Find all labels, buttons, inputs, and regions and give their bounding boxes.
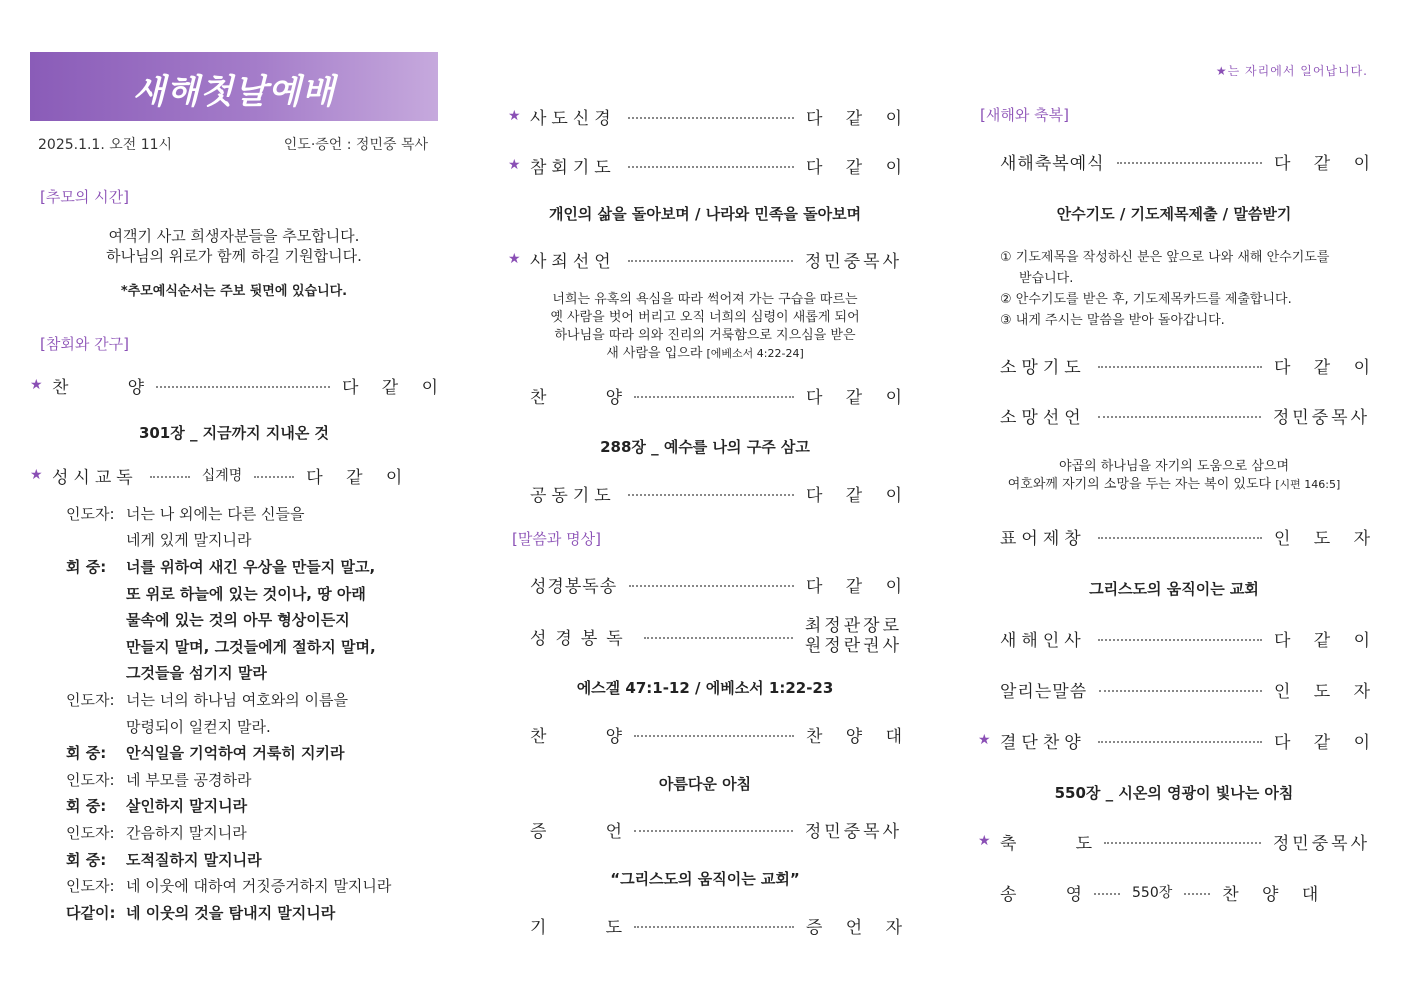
order-creed-name: 사도신경 <box>530 108 616 129</box>
leader-dots <box>634 830 793 832</box>
leader-dots <box>629 585 794 587</box>
leader-dots <box>628 260 793 262</box>
order-decalogue-who: 다 같 이 <box>306 467 403 488</box>
order-greeting-name: 새해인사 <box>1000 630 1086 651</box>
motto-title: 그리스도의 움직이는 교회 <box>1089 580 1259 598</box>
star-icon: ★ <box>508 251 521 267</box>
order-motto-who: 인 도 자 <box>1274 528 1370 549</box>
leader-dots <box>1098 537 1262 539</box>
memorial-line-2: 하나님의 위로가 함께 하길 기원합니다. <box>106 247 362 265</box>
confession-theme: 개인의 삶을 돌아보며 / 나라와 민족을 돌아보며 <box>548 205 862 223</box>
star-icon: ★ <box>978 833 991 849</box>
reading-line: 회 중: 안식일을 기억하여 거룩히 지키라 <box>66 744 345 763</box>
order-scripture-song <box>508 569 902 599</box>
order-confession-name: 참회기도 <box>530 157 616 178</box>
section-blessing: [새해와 축복] <box>980 106 1069 124</box>
leader-dots <box>150 476 190 478</box>
leader-dots <box>634 926 794 928</box>
order-hope-decl <box>978 400 1370 430</box>
order-scripture-name: 성경봉독 <box>530 628 632 649</box>
reading-line: 네게 있게 말지니라 <box>126 531 252 550</box>
order-newyear-rite-name: 새해축복예식 <box>1000 153 1105 174</box>
order-praise-name: 찬 양 <box>530 387 622 408</box>
hope-line: 야곱의 하나님을 자기의 도움으로 삼으며 <box>1058 459 1289 474</box>
order-hymn <box>30 370 438 400</box>
leader-dots <box>1094 893 1120 895</box>
absolution-line: 하나님을 따라 의와 진리의 거룩함으로 지으심을 받은 <box>554 328 856 343</box>
order-doxology-who: 찬 양 대 <box>1222 884 1319 905</box>
hymn-title: 301장 _ 지금까지 지내온 것 <box>138 424 330 442</box>
reading-line: 인도자: 간음하지 말지니라 <box>66 823 247 842</box>
memorial-note: *추모예식순서는 주보 뒷면에 있습니다. <box>120 284 348 299</box>
order-doxology-name: 송 영 <box>1000 884 1082 905</box>
reading-line: 회 중: 살인하지 말지니라 <box>66 797 248 816</box>
commit-title: 550장 _ 시온의 영광이 빛나는 아침 <box>1054 784 1294 802</box>
order-choir <box>508 719 902 749</box>
memorial-line-1: 여객기 사고 희생자분들을 추모합니다. <box>108 227 360 245</box>
order-greeting-who: 다 같 이 <box>1274 630 1370 651</box>
order-common-prayer-name: 공동기도 <box>530 485 616 506</box>
reading-line: 물속에 있는 것의 아무 형상이든지 <box>126 611 350 630</box>
section-memorial: [추모의 시간] <box>40 188 129 206</box>
leader-dots <box>1098 741 1262 743</box>
order-motto <box>978 521 1370 551</box>
order-creed-who: 다 같 이 <box>806 108 902 129</box>
leader-dots <box>634 735 794 737</box>
order-greeting <box>978 623 1370 653</box>
order-hope-prayer-name: 소망기도 <box>1000 357 1086 378</box>
order-creed <box>508 101 902 131</box>
order-hope-prayer-who: 다 같 이 <box>1274 357 1370 378</box>
order-commit-song-name: 결단찬양 <box>1000 732 1086 753</box>
service-leader: 인도·증언 : 정민중 목사 <box>283 137 428 153</box>
order-commit-song <box>978 725 1370 755</box>
star-icon: ★ <box>30 377 43 393</box>
title-banner <box>30 52 438 121</box>
order-scripture-who: 최정관장로 원정란권사 <box>804 616 902 656</box>
choir-title: 아름다운 아침 <box>658 775 752 793</box>
absolution-ref: [에베소서 4:22-24] <box>706 347 804 360</box>
order-newyear-rite-who: 다 같 이 <box>1274 153 1370 174</box>
hope-text <box>978 458 1370 494</box>
hope-ref: [시편 146:5] <box>1275 478 1341 491</box>
order-praise <box>508 380 902 410</box>
leader-dots <box>1117 162 1262 164</box>
reading-line: 망령되이 일컫지 말라. <box>126 717 271 736</box>
reading-line: 인도자: 너는 너의 하나님 여호와의 이름을 <box>66 690 348 709</box>
order-benediction-who: 정민중목사 <box>1272 833 1370 854</box>
order-newyear-rite <box>978 146 1370 176</box>
order-sermon-who: 정민중목사 <box>804 821 902 842</box>
scripture-ref: 에스겔 47:1-12 / 에베소서 1:22-23 <box>576 679 834 697</box>
order-praise-who: 다 같 이 <box>806 387 902 408</box>
rite-steps <box>1000 247 1370 331</box>
order-announce-name: 알리는말씀 <box>1000 681 1088 702</box>
reading-line: 회 중: 도적질하지 말지니라 <box>66 850 262 869</box>
absolution-text <box>508 291 902 363</box>
order-confession-who: 다 같 이 <box>806 157 902 178</box>
reading-line: 인도자: 네 이웃에 대하여 거짓증거하지 말지니라 <box>66 877 392 896</box>
leader-dots <box>1098 366 1262 368</box>
memorial-text <box>30 226 438 266</box>
standing-note: ★는 자리에서 일어납니다. <box>1215 64 1368 78</box>
star-icon: ★ <box>978 732 991 748</box>
section-repentance: [참회와 간구] <box>40 335 129 353</box>
reading-line: 그것들을 섬기지 말라 <box>126 664 267 683</box>
order-decalogue <box>30 460 438 490</box>
absolution-line: 옛 사람을 벗어 버리고 오직 너희의 심령이 새롭게 되어 <box>550 310 860 325</box>
reading-line: 만들지 말며, 그것들에게 절하지 말며, <box>126 637 376 656</box>
leader-dots <box>1098 639 1262 641</box>
reading-line: 다같이: 네 이웃의 것을 탐내지 말지니라 <box>66 903 336 922</box>
leader-dots <box>634 396 794 398</box>
section-word: [말씀과 명상] <box>512 530 601 548</box>
rite-step: ② 안수기도를 받은 후, 기도제목카드를 제출합니다. <box>1000 292 1292 307</box>
order-absolution <box>508 244 902 274</box>
order-decalogue-name: 성시교독 <box>52 467 138 488</box>
leader-dots <box>644 637 793 639</box>
order-hymn-name: 찬 양 <box>52 377 144 398</box>
praise-title: 288장 _ 예수를 나의 구주 삼고 <box>600 438 810 456</box>
leader-dots <box>1099 690 1262 692</box>
leader-dots <box>1184 893 1210 895</box>
order-benediction-name: 축 도 <box>1000 833 1092 854</box>
order-hymn-who: 다 같 이 <box>342 377 438 398</box>
order-absolution-who: 정민중목사 <box>804 251 902 272</box>
order-choir-name: 찬 양 <box>530 726 622 747</box>
star-icon: ★ <box>508 108 521 124</box>
sermon-title: “그리스도의 움직이는 교회” <box>610 870 800 888</box>
order-scripture-song-who: 다 같 이 <box>806 576 902 597</box>
order-absolution-name: 사죄선언 <box>530 251 616 272</box>
leader-dots <box>1098 416 1261 418</box>
leader-dots <box>628 117 794 119</box>
leader-dots <box>1104 842 1261 844</box>
order-scripture <box>508 612 902 660</box>
leader-dots <box>254 476 294 478</box>
order-common-prayer <box>508 478 902 508</box>
order-announce <box>978 674 1370 704</box>
absolution-line: 새 사람을 입으라 [에베소서 4:22-24] <box>606 346 804 361</box>
order-announce-who: 인 도 자 <box>1274 681 1370 702</box>
order-confession-prayer <box>508 150 902 180</box>
order-doxology-mid: 550장 <box>1132 885 1173 901</box>
order-hope-prayer <box>978 350 1370 380</box>
leader-dots <box>156 386 330 388</box>
reading-line: 인도자: 네 부모를 공경하라 <box>66 770 252 789</box>
leader-dots <box>628 494 794 496</box>
page-title: 새해첫날예배 <box>132 72 336 112</box>
order-prayer-name: 기 도 <box>530 917 622 938</box>
order-hope-decl-who: 정민중목사 <box>1272 407 1370 428</box>
star-icon: ★ <box>508 157 521 173</box>
rite-theme: 안수기도 / 기도제목제출 / 말씀받기 <box>1056 205 1292 223</box>
rite-step: ③ 내게 주시는 말씀을 받아 돌아갑니다. <box>1000 313 1225 328</box>
order-benediction <box>978 826 1370 856</box>
star-icon: ★ <box>30 467 43 483</box>
order-prayer-who: 증 언 자 <box>806 917 902 938</box>
order-sermon-name: 증 언 <box>530 821 622 842</box>
reading-line: 또 위로 하늘에 있는 것이나, 땅 아래 <box>126 584 366 603</box>
absolution-line: 너희는 유혹의 욕심을 따라 썩어져 가는 구습을 따르는 <box>552 292 858 307</box>
rite-step: 받습니다. <box>1019 271 1074 286</box>
reading-line: 회 중: 너를 위하여 새긴 우상을 만들지 말고, <box>66 557 376 576</box>
rite-step: ① 기도제목을 작성하신 분은 앞으로 나와 새해 안수기도를 <box>1000 250 1330 265</box>
order-commit-song-who: 다 같 이 <box>1274 732 1370 753</box>
leader-dots <box>628 166 794 168</box>
service-date: 2025.1.1. 오전 11시 <box>38 137 173 153</box>
order-doxology <box>978 877 1370 907</box>
hope-line: 여호와께 자기의 소망을 두는 자는 복이 있도다 [시편 146:5] <box>1007 477 1341 492</box>
order-choir-who: 찬 양 대 <box>806 726 902 747</box>
order-common-prayer-who: 다 같 이 <box>806 485 902 506</box>
order-sermon <box>508 814 902 844</box>
order-hope-decl-name: 소망선언 <box>1000 407 1086 428</box>
order-decalogue-mid: 십계명 <box>201 468 243 484</box>
responsive-reading <box>66 500 438 926</box>
order-motto-name: 표어제창 <box>1000 528 1086 549</box>
order-scripture-song-name: 성경봉독송 <box>530 576 618 597</box>
reading-line: 인도자: 너는 나 외에는 다른 신들을 <box>66 504 305 523</box>
order-prayer <box>508 910 902 940</box>
